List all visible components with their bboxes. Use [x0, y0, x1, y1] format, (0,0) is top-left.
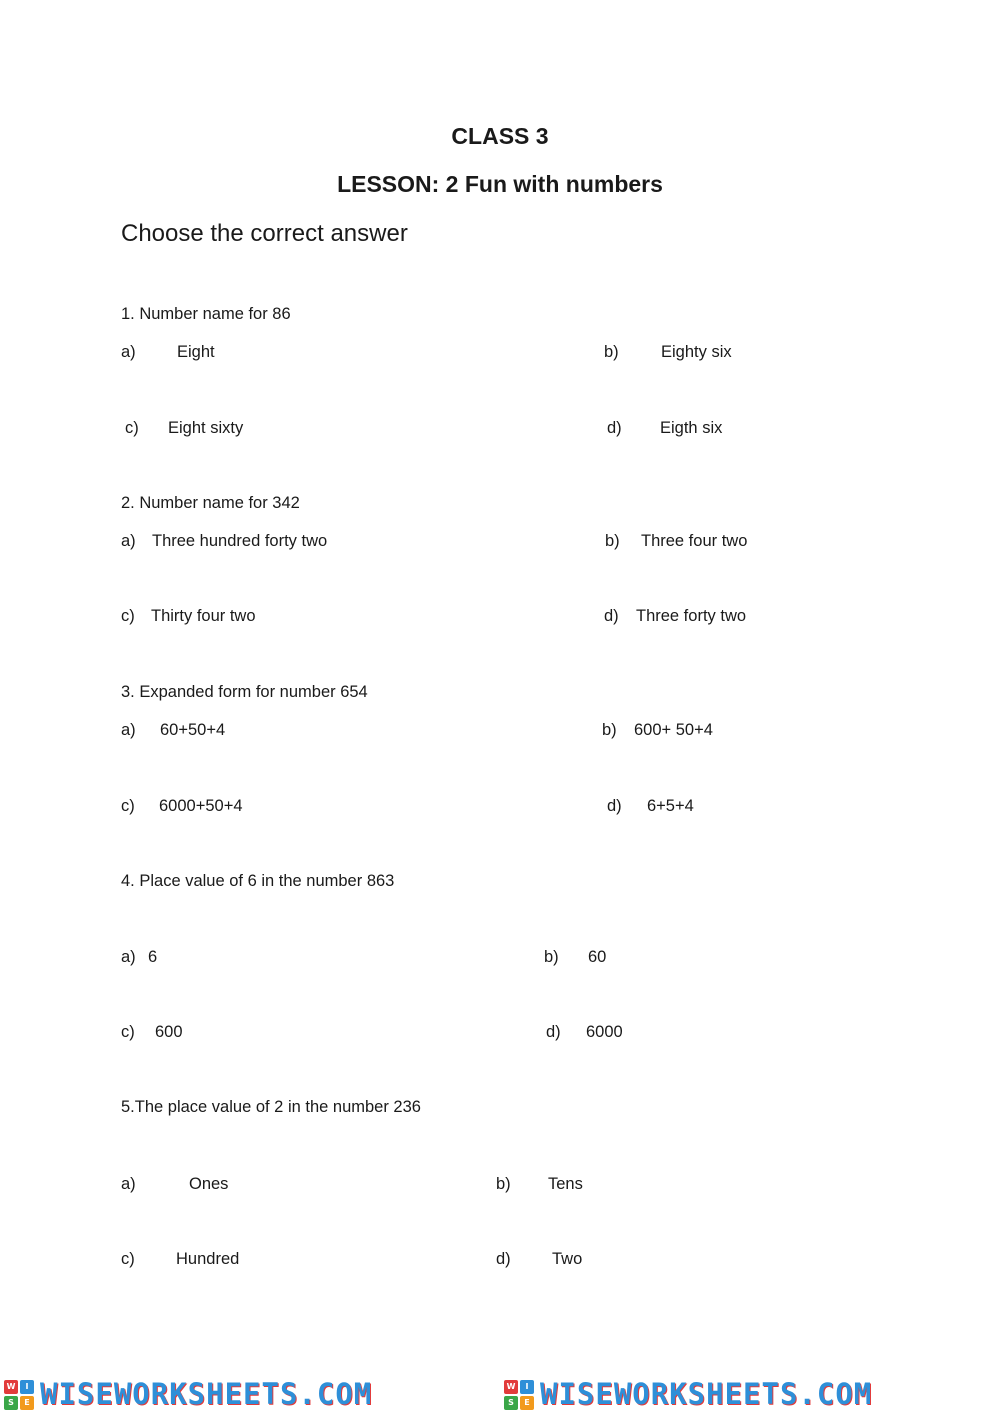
option-text: Hundred	[176, 1250, 240, 1268]
q1-option-a[interactable]	[121, 343, 215, 362]
q1-option-b[interactable]	[604, 343, 732, 362]
brand-text: WISEWORKSHEETS.COM	[540, 1377, 873, 1411]
option-text: 60	[588, 948, 607, 966]
logo-letter: S	[504, 1396, 518, 1410]
q2-option-c[interactable]	[121, 607, 256, 626]
option-letter: b)	[604, 343, 619, 361]
option-text: Thirty four two	[151, 607, 256, 625]
q1-option-c[interactable]	[125, 419, 244, 438]
q4-option-d[interactable]	[546, 1023, 623, 1042]
brand-text: WISEWORKSHEETS.COM	[40, 1377, 373, 1411]
option-letter: c)	[121, 1023, 135, 1041]
option-text: Three four two	[641, 532, 748, 550]
logo-letter: I	[20, 1380, 34, 1394]
option-letter: b)	[496, 1175, 511, 1193]
option-letter: a)	[121, 1175, 136, 1193]
option-text: 6000	[586, 1023, 623, 1041]
option-letter: b)	[602, 721, 617, 739]
option-text: 600	[155, 1023, 183, 1041]
logo-letter: W	[4, 1380, 18, 1394]
option-text: 6	[148, 948, 158, 966]
q1-option-d[interactable]	[607, 419, 723, 438]
q5-option-d[interactable]	[496, 1250, 583, 1269]
q3-option-b[interactable]	[602, 721, 713, 740]
logo-letter: W	[504, 1380, 518, 1394]
option-text: Three hundred forty two	[152, 532, 328, 550]
q4-option-b[interactable]	[544, 948, 607, 967]
option-text: 6000+50+4	[159, 797, 243, 815]
option-text: 60+50+4	[160, 721, 226, 739]
question-3: 3. Expanded form for number 654	[121, 683, 368, 701]
logo-icon	[504, 1380, 534, 1410]
option-text: 6+5+4	[647, 797, 694, 815]
option-text: Tens	[548, 1175, 583, 1193]
option-letter: d)	[607, 797, 622, 815]
option-text: Three forty two	[636, 607, 747, 625]
q4-option-c[interactable]	[121, 1023, 183, 1042]
option-letter: c)	[121, 1250, 135, 1268]
option-letter: d)	[496, 1250, 511, 1268]
q5-option-c[interactable]	[121, 1250, 240, 1269]
question-5: 5.The place value of 2 in the number 236	[121, 1098, 421, 1116]
option-text: Eight sixty	[168, 419, 244, 437]
brand-2	[504, 1376, 872, 1413]
logo-icon	[4, 1380, 34, 1410]
q3-option-a[interactable]	[121, 721, 226, 740]
option-text: Two	[552, 1250, 583, 1268]
option-text: Eighty six	[661, 343, 732, 361]
q2-option-b[interactable]	[605, 532, 748, 551]
option-letter: d)	[546, 1023, 561, 1041]
question-2: 2. Number name for 342	[121, 494, 300, 512]
q4-option-a[interactable]	[121, 948, 158, 967]
option-letter: c)	[125, 419, 139, 437]
q3-option-d[interactable]	[607, 797, 694, 816]
option-letter: a)	[121, 948, 136, 966]
q5-option-a[interactable]	[121, 1175, 229, 1194]
instruction: Choose the correct answer	[121, 220, 408, 247]
question-1: 1. Number name for 86	[121, 305, 291, 323]
option-letter: d)	[604, 607, 619, 625]
class-title: CLASS 3	[451, 123, 549, 149]
logo-letter: E	[20, 1396, 34, 1410]
option-letter: c)	[121, 607, 135, 625]
option-letter: a)	[121, 532, 136, 550]
option-text: Eight	[177, 343, 215, 361]
q2-option-d[interactable]	[604, 607, 747, 626]
option-text: Ones	[189, 1175, 229, 1193]
q3-option-c[interactable]	[121, 797, 243, 816]
footer-watermark	[0, 1376, 1000, 1413]
logo-letter: S	[4, 1396, 18, 1410]
option-text: 600+ 50+4	[634, 721, 713, 739]
question-4: 4. Place value of 6 in the number 863	[121, 872, 395, 890]
logo-letter: E	[520, 1396, 534, 1410]
option-letter: b)	[544, 948, 559, 966]
option-letter: b)	[605, 532, 620, 550]
option-text: Eigth six	[660, 419, 723, 437]
option-letter: c)	[121, 797, 135, 815]
option-letter: a)	[121, 343, 136, 361]
option-letter: d)	[607, 419, 622, 437]
q2-option-a[interactable]	[121, 532, 328, 551]
q5-option-b[interactable]	[496, 1175, 583, 1194]
lesson-title: LESSON: 2 Fun with numbers	[337, 171, 663, 197]
brand-1	[4, 1376, 372, 1413]
logo-letter: I	[520, 1380, 534, 1394]
option-letter: a)	[121, 721, 136, 739]
